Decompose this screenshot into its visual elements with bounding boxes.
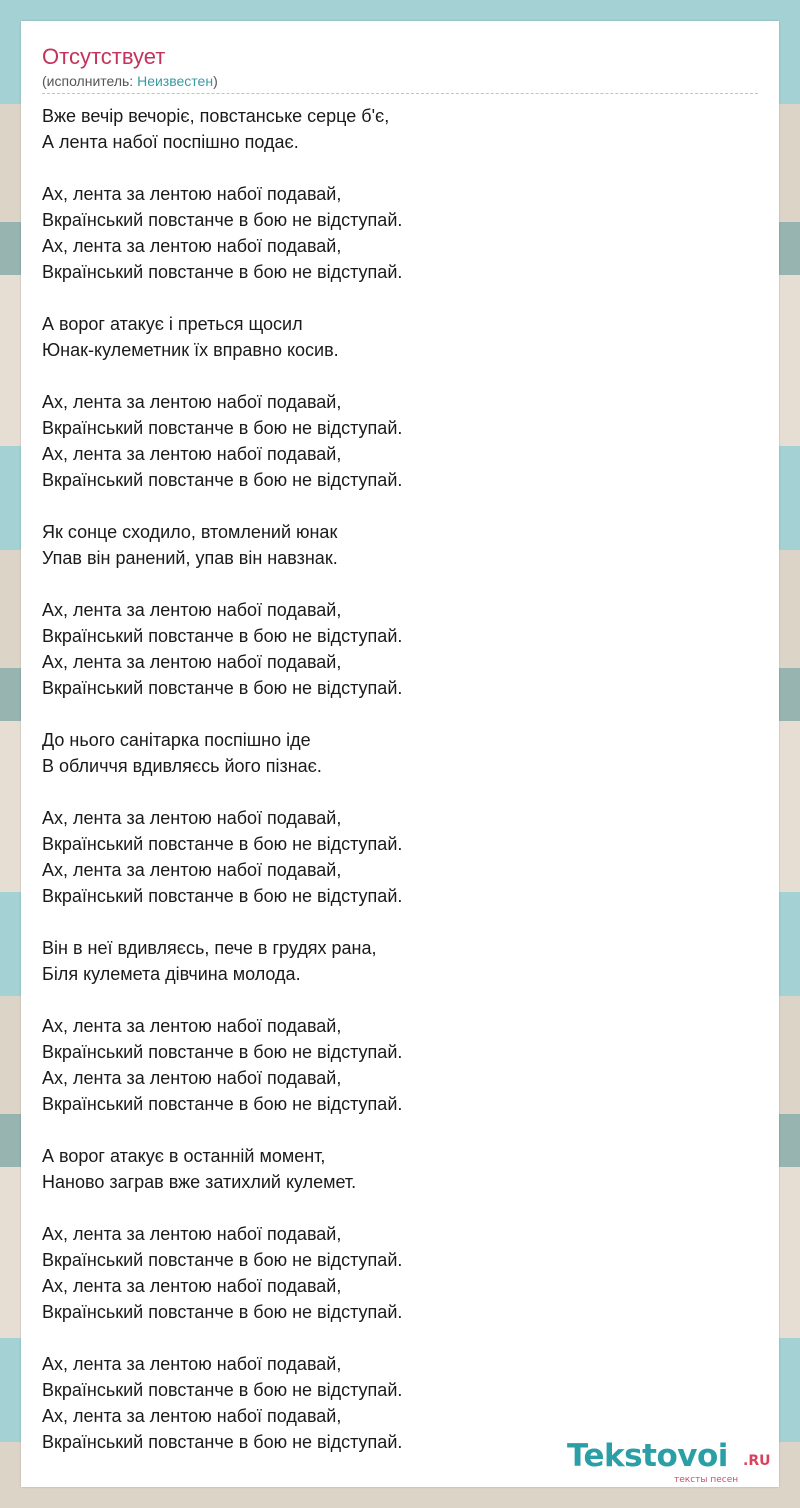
logo-tagline: тексты песен bbox=[674, 1475, 739, 1485]
song-title: Отсутствует bbox=[42, 44, 166, 69]
logo-name: Tekstovoi bbox=[567, 1438, 728, 1474]
lyrics-card bbox=[21, 21, 779, 1487]
artist-prefix: (исполнитель: bbox=[42, 73, 138, 89]
site-logo[interactable] bbox=[567, 1438, 787, 1488]
lyrics-text: Вже вечір вечоріє, повстанське серце б'є, А лента набої поспішно подає. Ах, лента за лентою набої подавай, Вкраїнський повстанче в бою не відступай. Ах, лента за лентою набої подавай, Вкраїнський повстанче в бою не відступай. А ворог атакує і преться щосил Юнак-кулеметник їх вправно косив. Ах, лента за лентою набої подавай, Вкраїнський повстанче в бою не відступай. Ах, лента за лентою набої подавай, Вкраїнський повстанче в бою не відступай. Як сонце сходило, втомлений юнак Упав він ранений, упав він навзнак. Ах, лента за лентою набої подавай, Вкраїнський повстанче в бою не відступай. Ах, лента за лентою набої подавай, Вкраїнський повстанче в бою не відступай. До нього санітарка поспішно іде В обличчя вдивляєсь його пізнає. Ах, лента за лентою набої подавай, Вкраїнський повстанче в бою не відступай. Ах, лента за лентою набої подавай, Вкраїнський повстанче в бою не відступай. Він в неї вдивляєсь, пече в грудях рана, Біля кулемета дівчина молода. Ах, лента за лентою набої подавай, Вкраїнський повстанче в бою не відступай. Ах, лента за лентою набої подавай, Вкраїнський повстанче в бою не відступай. А ворог атакує в останній момент, Наново заграв вже затихлий кулемет. Ах, лента за лентою набої подавай, Вкраїнський повстанче в бою не відступай. Ах, лента за лентою набої подавай, Вкраїнський повстанче в бою не відступай. Ах, лента за лентою набої подавай, Вкраїнський повстанче в бою не відступай. Ах, лента за лентою набої подавай, Вкраїнський повстанче в бою не відступай. bbox=[42, 106, 403, 1452]
artist-link[interactable]: Неизвестен bbox=[137, 73, 214, 89]
artist-line bbox=[42, 73, 218, 89]
artist-suffix: ) bbox=[213, 73, 218, 89]
title-divider bbox=[42, 93, 758, 94]
logo-tld: .RU bbox=[743, 1453, 771, 1469]
